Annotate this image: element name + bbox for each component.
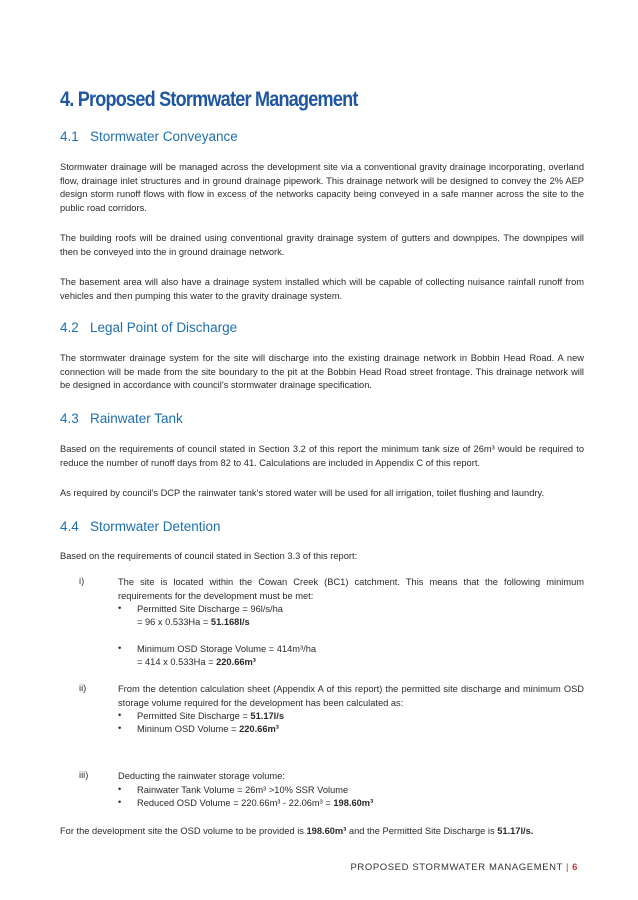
section-title: Stormwater Conveyance	[90, 129, 238, 144]
page-title: 4. Proposed Stormwater Management	[60, 88, 358, 111]
bullet-text: Rainwater Tank Volume = 26m³ >10% SSR Volume	[137, 785, 349, 795]
list-marker: i)	[79, 576, 85, 586]
bullet-text: Permitted Site Discharge = 96l/s/ha	[137, 604, 283, 614]
section-heading-4-3	[60, 411, 183, 426]
paragraph: The basement area will also have a drainage system installed which will be capable of collecting nuisance rainfall runoff from vehicles and then pumping this water to the gravity drainage system.	[60, 277, 584, 301]
section-number: 4.2	[60, 320, 79, 335]
section-title: Legal Point of Discharge	[90, 320, 238, 335]
list-item-text: Deducting the rainwater storage volume:	[118, 771, 285, 781]
bullet-icon: •	[118, 603, 122, 613]
bullet-text: Permitted Site Discharge = 51.17l/s	[137, 711, 285, 721]
bullet-icon: •	[118, 710, 122, 720]
bullet-icon: •	[118, 784, 122, 794]
page-number: 6	[572, 862, 578, 873]
bullet-text: Minimum OSD Storage Volume = 414m³/ha	[137, 644, 317, 654]
section-number: 4.3	[60, 411, 79, 426]
footer-separator: |	[566, 862, 570, 873]
section-heading-4-4	[60, 519, 221, 534]
paragraph: The building roofs will be drained using conventional gravity drainage system of gutters and downpipes. The downpipes will then be conveyed into the in ground drainage network.	[60, 233, 584, 257]
list-marker: iii)	[79, 770, 89, 780]
bullet-text: Mininum OSD Volume = 220.66m³	[137, 724, 279, 734]
page-footer	[350, 862, 578, 873]
section-number: 4.1	[60, 129, 79, 144]
section-heading-4-1	[60, 129, 238, 144]
bullet-icon: •	[118, 797, 122, 807]
bullet-text: = 414 x 0.533Ha = 220.66m³	[137, 657, 256, 667]
paragraph: The stormwater drainage system for the site will discharge into the existing drainage network in Bobbin Head Road. A new connection will be made from the site boundary to the pit at the Bobbin Head Road street frontage. This drainage network will be designed in accordance with council’s stormwater drainage specification.	[60, 353, 584, 390]
section-title: Stormwater Detention	[90, 519, 221, 534]
bullet-icon: •	[118, 643, 122, 653]
bullet-text: Reduced OSD Volume = 220.66m³ - 22.06m³ = 198.60m³	[137, 798, 374, 808]
list-item-text: From the detention calculation sheet (Appendix A of this report) the permitted site discharge and minimum OSD storage volume required for the development has been calculated as:	[118, 684, 584, 708]
paragraph: Based on the requirements of council stated in Section 3.2 of this report the minimum tank size of 26m³ would be required to reduce the number of runoff days from 82 to 41. Calculations are included in Appendix C of this report.	[60, 444, 584, 468]
section-number: 4.4	[60, 519, 79, 534]
paragraph: As required by council’s DCP the rainwater tank’s stored water will be used for all irrigation, toilet flushing and laundry.	[60, 488, 545, 498]
paragraph: Stormwater drainage will be managed across the development site via a conventional gravity drainage incorporating, overland flow, drainage inlet structures and in ground drainage pipework. This drainage network will be designed to convey the 2% AEP design storm runoff flows with flow in excess of the networks capacity being conveyed in a safe manner across the site to the public road corridors.	[60, 162, 584, 213]
section-heading-4-2	[60, 320, 237, 335]
section-title: Rainwater Tank	[90, 411, 183, 426]
bullet-icon: •	[118, 723, 122, 733]
list-marker: ii)	[79, 683, 87, 693]
list-item-text: The site is located within the Cowan Creek (BC1) catchment. This means that the following minimum requirements for the development must be met:	[118, 577, 584, 601]
conclusion-paragraph: For the development site the OSD volume to be provided is 198.60m³ and the Permitted Site Discharge is 51.17l/s.	[60, 826, 534, 836]
paragraph: Based on the requirements of council stated in Section 3.3 of this report:	[60, 551, 358, 561]
bullet-text: = 96 x 0.533Ha = 51.168l/s	[137, 617, 250, 627]
footer-label: PROPOSED STORMWATER MANAGEMENT	[350, 862, 564, 873]
